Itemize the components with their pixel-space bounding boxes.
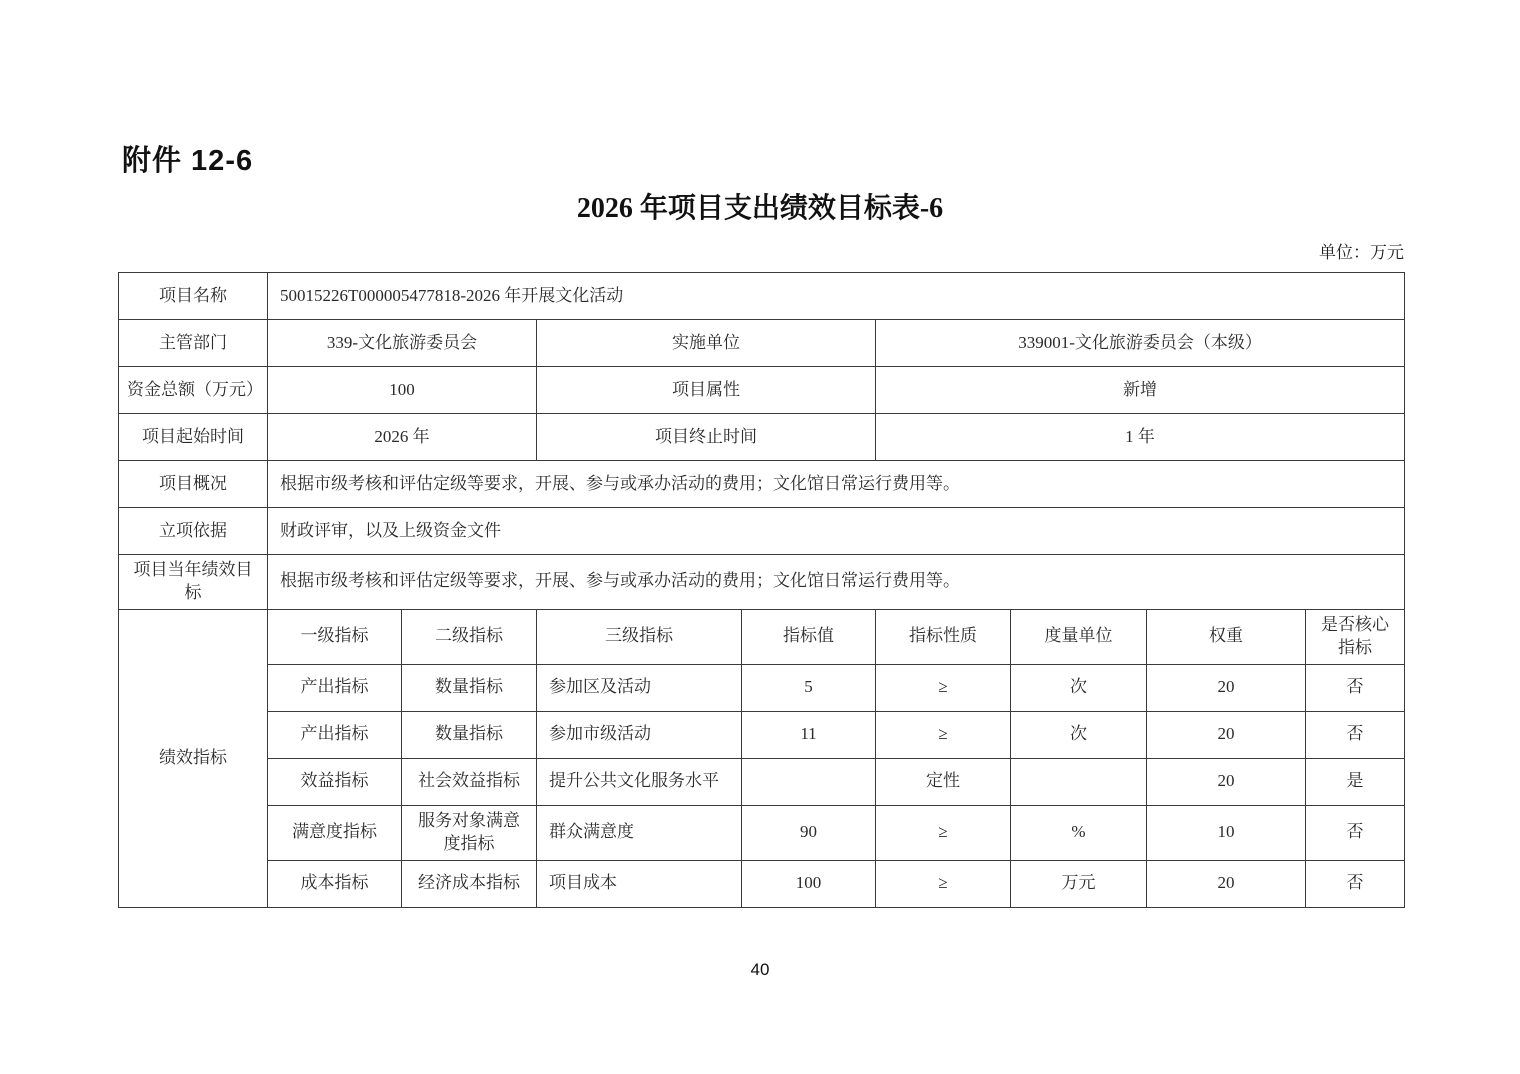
indicator-cell: 经济成本指标 bbox=[402, 860, 537, 907]
indicator-cell: ≥ bbox=[876, 860, 1011, 907]
row-value: 新增 bbox=[876, 367, 1405, 414]
indicator-cell: 次 bbox=[1011, 711, 1147, 758]
indicator-cell: 成本指标 bbox=[268, 860, 402, 907]
row-label: 项目终止时间 bbox=[537, 414, 876, 461]
indicator-cell: 否 bbox=[1306, 711, 1405, 758]
indicator-cell: 定性 bbox=[876, 758, 1011, 805]
row-value: 50015226T000005477818-2026 年开展文化活动 bbox=[268, 273, 1405, 320]
indicator-cell: ≥ bbox=[876, 711, 1011, 758]
row-value: 100 bbox=[268, 367, 537, 414]
row-label: 资金总额（万元） bbox=[119, 367, 268, 414]
indicator-cell: 否 bbox=[1306, 805, 1405, 860]
indicator-cell: 20 bbox=[1147, 664, 1306, 711]
row-label: 主管部门 bbox=[119, 320, 268, 367]
row-value: 根据市级考核和评估定级等要求，开展、参与或承办活动的费用；文化馆日常运行费用等。 bbox=[268, 555, 1405, 610]
column-header: 权重 bbox=[1147, 609, 1306, 664]
table-row-department bbox=[119, 320, 1405, 367]
page-number: 40 bbox=[750, 960, 770, 979]
indicator-row bbox=[119, 758, 1405, 805]
table-row-annual-target bbox=[119, 555, 1405, 610]
column-header: 度量单位 bbox=[1011, 609, 1147, 664]
performance-target-table bbox=[118, 272, 1405, 908]
row-label: 项目名称 bbox=[119, 273, 268, 320]
indicator-cell: 服务对象满意度指标 bbox=[402, 805, 537, 860]
indicator-cell: 5 bbox=[742, 664, 876, 711]
indicator-cell: 否 bbox=[1306, 664, 1405, 711]
indicator-cell: ≥ bbox=[876, 664, 1011, 711]
indicator-cell: 11 bbox=[742, 711, 876, 758]
column-header: 指标值 bbox=[742, 609, 876, 664]
table-row-basis bbox=[119, 508, 1405, 555]
indicator-row bbox=[119, 664, 1405, 711]
column-header: 二级指标 bbox=[402, 609, 537, 664]
section-label: 绩效指标 bbox=[119, 609, 268, 907]
row-label: 实施单位 bbox=[537, 320, 876, 367]
indicator-cell: 项目成本 bbox=[537, 860, 742, 907]
indicator-header-row bbox=[119, 609, 1405, 664]
column-header: 三级指标 bbox=[537, 609, 742, 664]
indicator-cell: 20 bbox=[1147, 860, 1306, 907]
indicator-cell: 20 bbox=[1147, 758, 1306, 805]
indicator-row bbox=[119, 860, 1405, 907]
indicator-cell: 满意度指标 bbox=[268, 805, 402, 860]
indicator-cell: 效益指标 bbox=[268, 758, 402, 805]
indicator-cell: 产出指标 bbox=[268, 664, 402, 711]
indicator-cell bbox=[742, 758, 876, 805]
indicator-cell: 否 bbox=[1306, 860, 1405, 907]
attachment-label: 附件 12-6 bbox=[122, 145, 254, 177]
row-label: 项目当年绩效目标 bbox=[119, 555, 268, 610]
row-value: 339-文化旅游委员会 bbox=[268, 320, 537, 367]
indicator-cell: 产出指标 bbox=[268, 711, 402, 758]
indicator-cell: 数量指标 bbox=[402, 664, 537, 711]
indicator-cell: 社会效益指标 bbox=[402, 758, 537, 805]
column-header: 指标性质 bbox=[876, 609, 1011, 664]
indicator-cell: 参加区及活动 bbox=[537, 664, 742, 711]
indicator-cell: ≥ bbox=[876, 805, 1011, 860]
row-label: 项目概况 bbox=[119, 461, 268, 508]
indicator-cell: 群众满意度 bbox=[537, 805, 742, 860]
row-value: 339001-文化旅游委员会（本级） bbox=[876, 320, 1405, 367]
table-row-start-time bbox=[119, 414, 1405, 461]
indicator-cell: 数量指标 bbox=[402, 711, 537, 758]
indicator-row bbox=[119, 711, 1405, 758]
indicator-cell: 次 bbox=[1011, 664, 1147, 711]
indicator-cell: % bbox=[1011, 805, 1147, 860]
indicator-cell: 10 bbox=[1147, 805, 1306, 860]
row-label: 项目起始时间 bbox=[119, 414, 268, 461]
indicator-row bbox=[119, 805, 1405, 860]
page-title: 2026 年项目支出绩效目标表-6 bbox=[576, 193, 944, 224]
column-header: 一级指标 bbox=[268, 609, 402, 664]
indicator-cell: 万元 bbox=[1011, 860, 1147, 907]
table-row-total-fund bbox=[119, 367, 1405, 414]
column-header: 是否核心指标 bbox=[1306, 609, 1405, 664]
indicator-cell: 参加市级活动 bbox=[537, 711, 742, 758]
row-label: 项目属性 bbox=[537, 367, 876, 414]
row-value: 2026 年 bbox=[268, 414, 537, 461]
indicator-cell: 提升公共文化服务水平 bbox=[537, 758, 742, 805]
unit-note: 单位：万元 bbox=[1319, 243, 1404, 262]
indicator-cell bbox=[1011, 758, 1147, 805]
table-row-overview bbox=[119, 461, 1405, 508]
indicator-cell: 是 bbox=[1306, 758, 1405, 805]
row-value: 根据市级考核和评估定级等要求，开展、参与或承办活动的费用；文化馆日常运行费用等。 bbox=[268, 461, 1405, 508]
row-value: 1 年 bbox=[876, 414, 1405, 461]
row-value: 财政评审，以及上级资金文件 bbox=[268, 508, 1405, 555]
indicator-cell: 90 bbox=[742, 805, 876, 860]
table-row-project-name bbox=[119, 273, 1405, 320]
indicator-cell: 100 bbox=[742, 860, 876, 907]
row-label: 立项依据 bbox=[119, 508, 268, 555]
indicator-cell: 20 bbox=[1147, 711, 1306, 758]
